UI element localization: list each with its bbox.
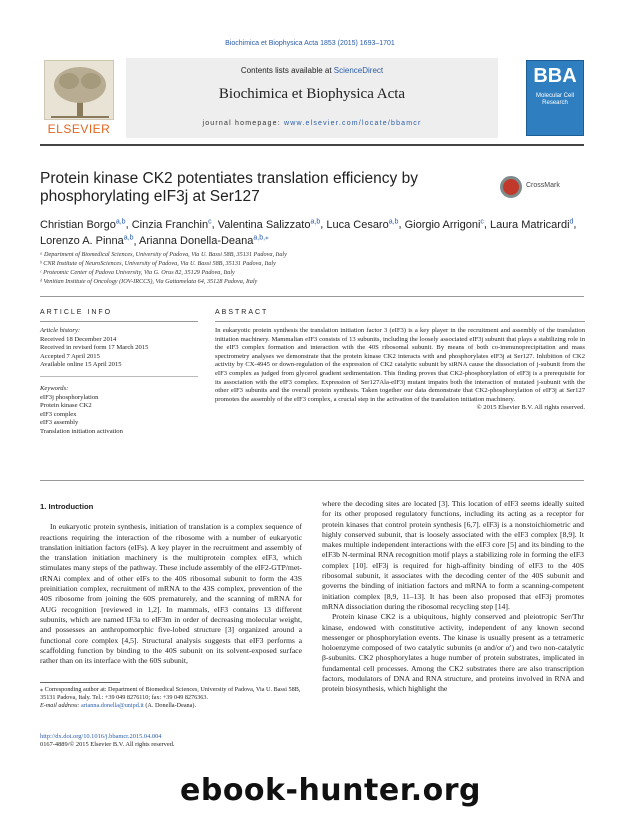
journal-homepage: journal homepage: www.elsevier.com/locate/bbamcr <box>202 120 422 127</box>
abstract <box>215 327 585 413</box>
homepage-link[interactable]: www.elsevier.com/locate/bbamcr <box>283 120 422 127</box>
header-divider <box>40 144 584 146</box>
keyword: eIF3 assembly <box>40 419 79 427</box>
author[interactable]: Lorenzo A. Pinna$^{a,b}$ <box>40 234 134 248</box>
journal-name: Biochimica et Biophysica Acta <box>218 86 406 102</box>
crossmark-label: CrossMark <box>526 182 560 189</box>
abstract-rule <box>215 321 585 322</box>
abstract-heading: ABSTRACT <box>215 309 269 316</box>
publication-info <box>40 733 302 749</box>
article-info-rule <box>40 321 198 322</box>
corresponding-author-footnote <box>40 686 302 710</box>
contents-line: Contents lists available at ScienceDirect <box>240 66 384 75</box>
author[interactable]: Christian Borgo$^{a,b}$ <box>40 218 126 231</box>
sciencedirect-link[interactable]: ScienceDirect <box>333 66 384 75</box>
abstract-copyright: © 2015 Elsevier B.V. All rights reserved. <box>476 404 585 412</box>
affiliation: ᶜ Proteomic Center of Padova University, Via G. Orus 82, 35129 Padova, Italy <box>40 269 235 276</box>
keywords-label: Keywords: <box>40 384 69 392</box>
abstract-text: In eukaryotic protein synthesis the translation initiation factor 3 (eIF3) is a key player in the recruitment and assembly of the translation initiation machinery. Mammalian eIF3 consists of 13 subunits, including the loosely associated eIF3j subunit that plays a stabilizing role in the eIF3 complex formation and interaction with the 40S ribosomal subunit. By means of both co-immunoprecipitation and mass spectrometry analyses we demonstrate that the protein kinase CK2 interacts with and phosphorylates eIF3j at Ser127. Inhibition of CK2 activity by CX-4945 or down-regulation of the expression of CK2 catalytic subunit by siRNA cause the dissociation of j-subunit from the eIF3 complex as judged from glycerol gradient sedimentation. This finding proves that CK2-phosphorylation of eIF3j is a prerequisite for its association with the eIF3 complex. Expression of Ser127Ala-eIF3j mutant impairs both the interaction of mutated j-subunit with the other eIF3 subunits and the overall protein synthesis. Taken together our data demonstrate that CK2-phosphorylation of eIF3j at Ser127 promotes the assembly of the eIF3 complex, a crucial step in the activation of the translation initiation machinery. <box>215 327 585 403</box>
body-paragraph: Protein kinase CK2 is a ubiquitous, highly conserved and pleiotropic Ser/Thr kinase, endowed with constitutive activity, independent of any known second messenger or phosphorylation events. The kinase is usually present as a tetrameric holoenzyme composed of two catalytic subunits (α and/or α′) and two non-catalytic β-subunits. CK2 phosphorylates a huge number of protein substrates, implicated in fundamental cell processes. Among the CK2 substrates there are also transcription factors, modulators of DNA and RNA structure, and proteins involved in RNA and protein biosynthesis, which highlight the <box>322 612 584 694</box>
history-revised: Received in revised form 17 March 2015 <box>40 344 149 352</box>
history-online: Available online 15 April 2015 <box>40 361 122 369</box>
history-received: Received 18 December 2014 <box>40 335 117 343</box>
affiliation: ᵈ Venitian Institute of Oncology (IOV-IRCCS), Via Gattamelata 64, 35128 Padova, Italy <box>40 278 258 285</box>
affiliation: ᵃ Department of Biomedical Sciences, University of Padova, Via U. Bassi 58B, 35131 Padova, Italy <box>40 251 287 258</box>
history-label: Article history: <box>40 327 81 334</box>
section-heading: 1. Introduction <box>40 502 94 511</box>
keyword: eIF3 complex <box>40 410 77 418</box>
email-link[interactable]: arianna.donella@unipd.it <box>81 702 144 709</box>
elsevier-wordmark: ELSEVIER <box>47 122 111 136</box>
doi-link[interactable]: http://dx.doi.org/10.1016/j.bbamcr.2015.04.004 <box>40 733 162 740</box>
article-title: Protein kinase CK2 potentiates translation efficiency by phosphorylating eIF3j at Ser127 <box>40 170 418 205</box>
journal-reference[interactable]: Biochimica et Biophysica Acta 1853 (2015) 1693–1701 <box>225 40 395 47</box>
author[interactable]: Laura Matricardi$^d$ <box>490 218 574 231</box>
cover-subtitle: Molecular Cell Research <box>535 93 574 106</box>
author[interactable]: Arianna Donella-Deana$^{a,b,⁎}$ <box>139 234 269 248</box>
footnote-email-line: E-mail address: arianna.donella@unipd.it (A. Donella-Deana). <box>40 702 197 709</box>
article-info-heading: ARTICLE INFO <box>40 309 113 316</box>
elsevier-tree-icon <box>44 60 114 120</box>
body-paragraph: where the decoding sites are located [3]. This location of eIF3 seems ideally suited for its other proposed regulatory functions, including its acting as a receptor for protein kinases that control protein synthesis [6,7]. eIF3j is a nonstoichiometric and highly conserved subunit, that is loosely associated with the eIF3 complex [8,9]. It makes multiple independent interactions with the eIF3 core [5] and its binding to the eIF3b N-terminal RNA recognition motif plays a stabilizing role in forming the eIF3 complex [10]. eIF3j is required for high-affinity binding of eIF3 to the 40S ribosomal subunit, it associates with the decoding center of the 40S subunit and governs the binding of initiation factors and mRNA to form a scanning-competent initiation complex [8,9, 11–13]. It has been also proposed that eIF3j promotes mRNA dissociation during the ribosomal recycling step [14]. <box>322 499 584 611</box>
author-list: Christian Borgo$^{a,b}$, Cinzia Franchin$^c$, Valentina Salizzato$^{a,b}$, Luca Cesaro$^{a,b}$, Giorgio Arrigoni$^c$, Laura Matricardi$^d$, Lorenzo A. Pinna$^{a,b}$, Arianna Donella-Deana$^{a,b,⁎}$ <box>40 218 577 248</box>
watermark: ebook-hunter.org <box>180 773 481 808</box>
body-column-left <box>40 502 302 666</box>
cover-title: BBA <box>533 65 577 87</box>
keywords-divider <box>40 376 198 377</box>
author[interactable]: Giorgio Arrigoni$^c$ <box>404 218 484 231</box>
elsevier-logo[interactable] <box>40 58 118 138</box>
article-info <box>40 327 198 437</box>
affiliations <box>40 250 580 286</box>
footnote-corresponding: ⁎ Corresponding author at: Department of Biomedical Sciences, University of Padova, Via U. Bassi 58B, 35131 Padova, Italy. Tel.: +39 049 8276110; fax: +39 049 8276363. <box>40 686 301 701</box>
affiliation-divider <box>40 296 584 297</box>
history-accepted: Accepted 7 April 2015 <box>40 352 100 360</box>
abstract-divider <box>40 480 584 481</box>
author[interactable]: Valentina Salizzato$^{a,b}$ <box>217 218 321 231</box>
crossmark-icon <box>500 176 522 198</box>
issn-line: 0167-4889/© 2015 Elsevier B.V. All rights reserved. <box>40 741 175 748</box>
footnote-divider <box>40 682 120 683</box>
keyword: Translation initiation activation <box>40 427 123 435</box>
body-column-right <box>322 499 584 695</box>
journal-header <box>40 58 584 138</box>
journal-banner <box>126 58 498 138</box>
affiliation: ᵇ CNR Institute of NeuroSciences, University of Padova, Via U. Bassi 58B, 35131 Padova, Italy <box>40 260 276 267</box>
body-paragraph: In eukaryotic protein synthesis, initiation of translation is a complex sequence of reactions requiring the interaction of the ribosome with a number of eukaryotic translation initiation factors (eIFs). A key player in the recruitment and assembly of the translation initiation machinery is the multiprotein complex eIF3, which stimulates many steps of the pathway. These include assembly of the eIF2-GTP/met-tRNAi complex and of other eIFs to the 40S ribosomal subunit to form the 43S preinitiation complex, recruitment of mRNA to the 43S complex, prevention of the 40S ribosome from joining the 60S prematurely, and the scanning of mRNA for AUG recognition [reviewed in 1,2]. In mammals, eIF3 contains 13 different subunits, which are named IF3a to eIF3m in order of decreasing molecular weight, and possesses an anthropomorphic five-lobed structure [3] organized around a functional core complex [4,5]. Structural analysis suggests that eIF3 performs a scaffolding function by binding to the 40S subunit on its solvent-exposed surface rather than on its interface with the 60S subunit, <box>40 522 302 666</box>
keyword: Protein kinase CK2 <box>40 402 92 410</box>
author[interactable]: Luca Cesaro$^{a,b}$ <box>326 218 399 231</box>
author[interactable]: Cinzia Franchin$^c$ <box>131 218 212 231</box>
keyword: eIF3j phosphorylation <box>40 393 99 401</box>
journal-cover[interactable] <box>526 60 584 136</box>
crossmark-badge[interactable] <box>500 176 584 200</box>
